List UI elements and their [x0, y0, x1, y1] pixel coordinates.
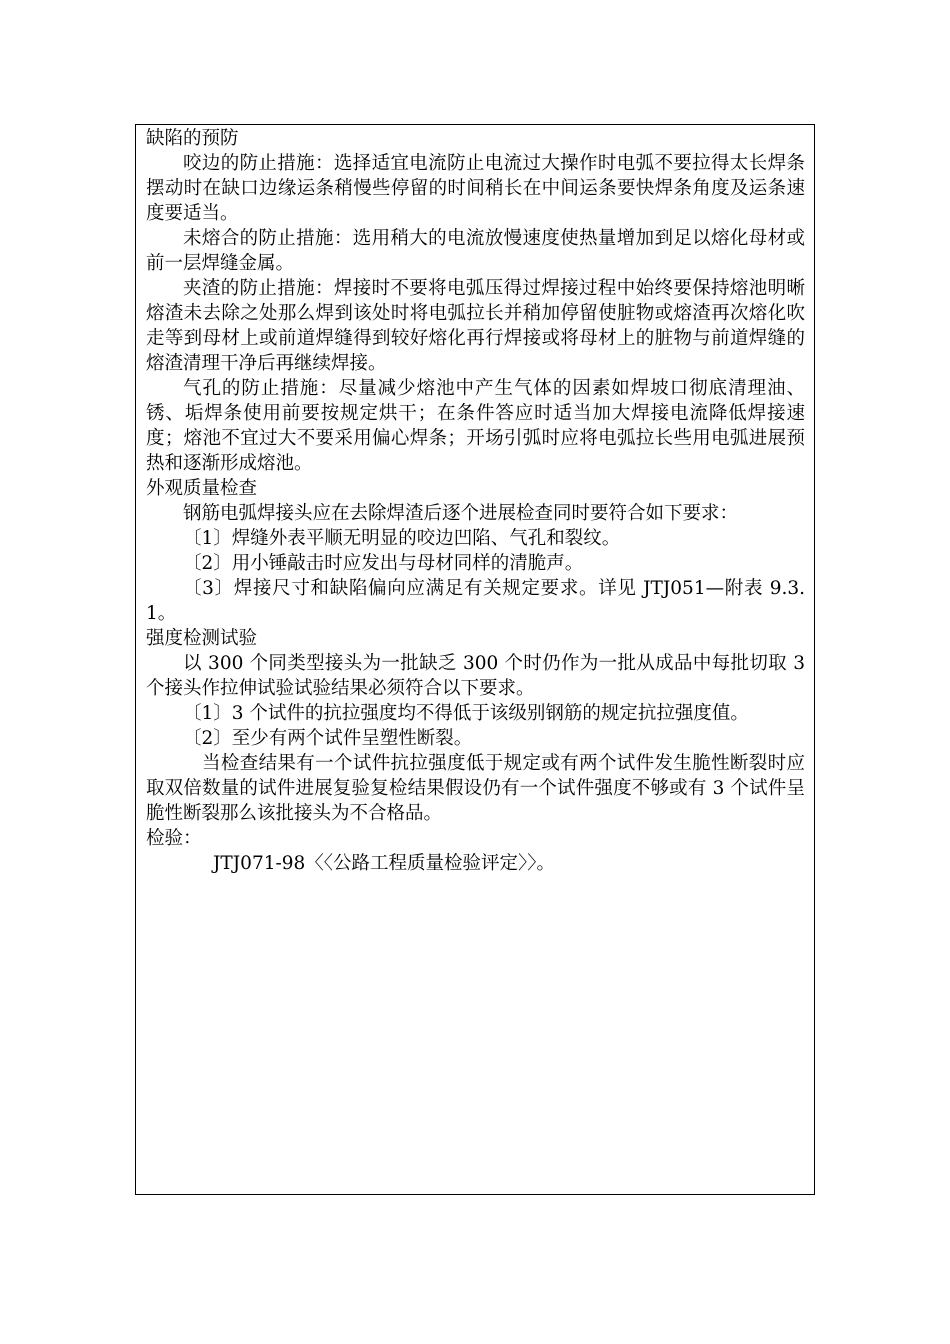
- section-heading-appearance-inspection: 外观质量检查: [146, 478, 258, 499]
- list-item-strength-2: 〔2〕至少有两个试件呈塑性断裂。: [183, 728, 473, 749]
- paragraph-lack-of-fusion-prevention: 未熔合的防止措施：选用稍大的电流放慢速度使热量增加到足以熔化母材或前一层焊缝金属。: [146, 228, 805, 274]
- list-item-requirement-2: 〔2〕用小锤敲击时应发出与母材同样的清脆声。: [183, 553, 584, 574]
- paragraph-appearance-requirements: 钢筋电弧焊接头应在去除焊渣后逐个进展检查同时要符合如下要求：: [183, 503, 739, 524]
- paragraph-porosity-prevention: 气孔的防止措施：尽量减少熔池中产生气体的因素如焊坡口彻底清理油、锈、垢焊条使用前要按规定烘干；在条件答应时适当加大焊接电流降低焊接速度；熔池不宜过大不要采用偏心焊条；开场引弧时应将电弧拉长些用电弧进展预热和逐渐形成熔池。: [146, 378, 805, 474]
- list-item-requirement-1: 〔1〕焊缝外表平顺无明显的咬边凹陷、气孔和裂纹。: [183, 528, 621, 549]
- section-heading-inspection: 检验：: [146, 828, 202, 849]
- document-body: [146, 126, 805, 876]
- section-heading-strength-test: 强度检测试验: [146, 628, 258, 649]
- paragraph-sampling-rule: 以 300 个同类型接头为一批缺乏 300 个时仍作为一批从成品中每批切取 3 个接头作拉伸试验试验结果必须符合以下要求。: [146, 653, 805, 699]
- paragraph-undercut-prevention: 咬边的防止措施：选择适宜电流防止电流过大操作时电弧不要拉得太长焊条摆动时在缺口边缘运条稍慢些停留的时间稍长在中间运条要快焊条角度及运条速度要适当。: [146, 153, 805, 224]
- document-frame: [135, 124, 815, 1195]
- standard-reference: JTJ071-98〈〈公路工程质量检验评定〉〉。: [213, 853, 556, 874]
- list-item-requirement-3: 〔3〕焊接尺寸和缺陷偏向应满足有关规定要求。详见 JTJ051—附表 9.3.1。: [146, 578, 805, 624]
- paragraph-retest-rule: 当检查结果有一个试件抗拉强度低于规定或有两个试件发生脆性断裂时应取双倍数量的试件进展复验复检结果假设仍有一个试件强度不够或有 3 个试件呈脆性断裂那么该批接头为不合格品。: [146, 753, 805, 824]
- paragraph-slag-inclusion-prevention: 夹渣的防止措施：焊接时不要将电弧压得过焊接过程中始终要保持熔池明晰熔渣未去除之处那么焊到该处时将电弧拉长并稍加停留使脏物或熔渣再次熔化吹走等到母材上或前道焊缝得到较好熔化再行焊接或将母材上的脏物与前道焊缝的熔渣清理干净后再继续焊接。: [146, 278, 805, 374]
- list-item-strength-1: 〔1〕3 个试件的抗拉强度均不得低于该级别钢筋的规定抗拉强度值。: [183, 703, 749, 724]
- section-heading-defect-prevention: 缺陷的预防: [146, 128, 239, 149]
